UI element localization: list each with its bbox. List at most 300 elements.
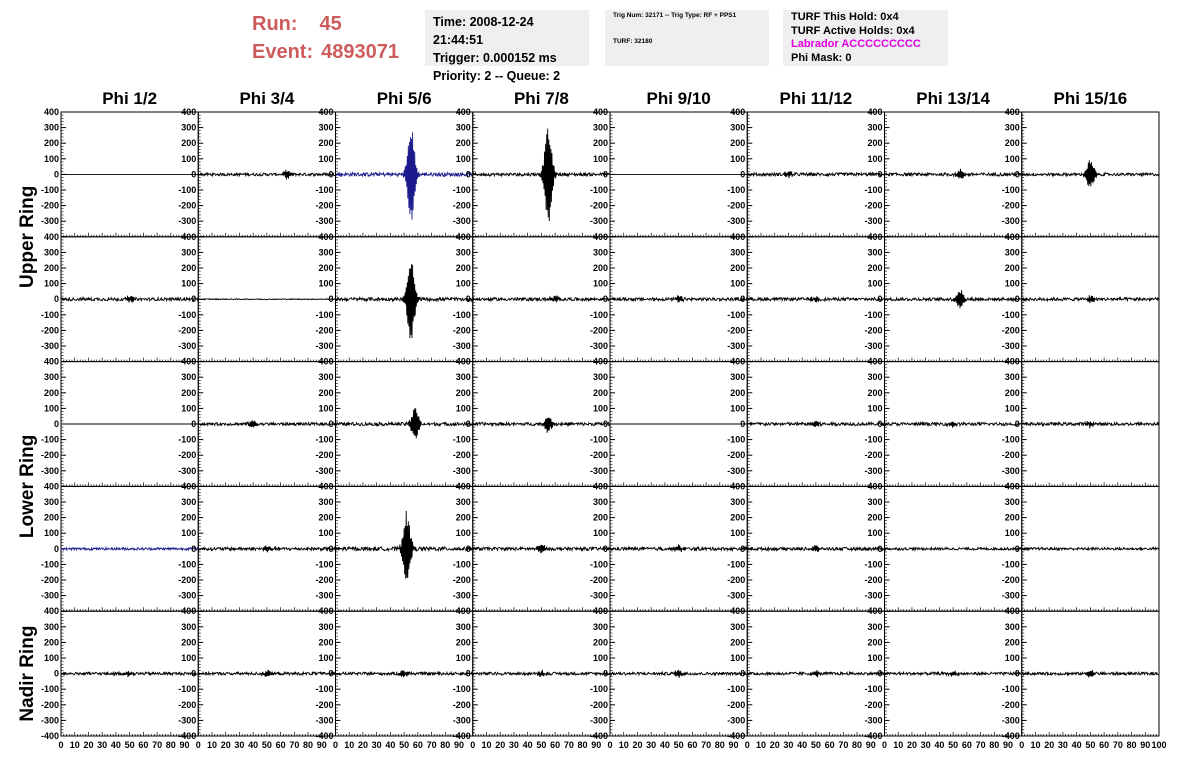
y-tick-label: 400 [455,606,471,617]
y-tick-label: -200 [589,575,608,585]
y-tick-label: 400 [455,231,471,242]
y-tick-label: 100 [181,403,197,414]
y-tick-label: -200 [178,325,197,336]
y-tick-label: 100 [730,278,746,289]
x-tick-label: 20 [1044,740,1055,750]
column-title: Phi 11/12 [779,89,853,108]
y-tick-label: 200 [43,637,59,648]
y-tick-label: 200 [43,387,59,398]
y-tick-label: -100 [864,684,883,695]
x-tick-label: 0 [744,740,750,750]
y-tick-label: 200 [455,387,471,398]
y-tick-label: 0 [191,294,197,305]
y-tick-label: 0 [740,543,746,554]
y-tick-label: 100 [455,528,471,539]
x-tick-label: 20 [769,740,780,750]
y-tick-label: -100 [178,559,197,570]
y-tick-label: -300 [40,465,59,476]
time-text: Time: 2008-12-24 21:44:51 [433,15,534,47]
y-tick-label: 100 [181,653,197,663]
y-tick-label: 0 [53,668,59,679]
y-tick-label: 300 [43,621,59,632]
y-tick-label: -100 [864,559,883,570]
y-tick-label: -200 [40,200,59,211]
waveform-trace [473,670,610,677]
y-tick-label: 100 [455,653,471,663]
y-tick-label: 400 [867,231,883,242]
y-tick-label: 300 [867,247,883,258]
y-tick-label: 400 [730,356,746,367]
y-tick-label: -400 [727,731,746,741]
y-tick-label: 300 [1004,247,1020,258]
y-tick-label: 200 [43,512,59,523]
y-tick-label: 200 [181,512,197,523]
y-tick-label: -200 [589,325,608,336]
y-tick-label: -100 [727,185,746,195]
x-tick-label: 50 [948,740,959,750]
y-tick-label: 200 [181,138,197,149]
x-tick-label: 30 [783,740,794,750]
y-tick-label: -100 [1001,185,1020,195]
x-tick-label: 50 [1085,740,1096,750]
column-title: Phi 7/8 [513,89,569,108]
x-tick-label: 60 [275,740,286,750]
y-tick-label: -100 [589,309,608,320]
y-tick-label: -200 [178,699,197,710]
y-tick-label: 300 [730,372,746,383]
y-tick-label: -200 [589,200,608,211]
y-tick-label: 100 [318,653,334,663]
y-tick-label: 400 [181,606,197,617]
turf-hold-text: TURF This Hold: 0x4 [791,11,899,23]
y-tick-label: 100 [1004,528,1020,539]
y-tick-label: -300 [452,715,471,726]
waveform-trace [1022,421,1159,428]
x-tick-label: 60 [1099,740,1110,750]
x-tick-label: 50 [810,740,821,750]
y-tick-label: 200 [455,512,471,523]
waveform-trace [61,668,198,679]
y-tick-label: 0 [602,169,608,180]
y-tick-label: 0 [465,169,471,180]
y-tick-label: -200 [452,325,471,336]
y-tick-label: 300 [730,247,746,258]
x-tick-label: 90 [591,740,602,750]
x-tick-label: 60 [412,740,423,750]
x-tick-label: 80 [303,740,314,750]
x-tick-label: 80 [852,740,863,750]
y-tick-label: 300 [43,122,59,133]
waveform-trace [336,670,473,677]
priority-text: Priority: 2 -- Queue: 2 [433,69,561,83]
y-tick-label: 0 [1014,543,1020,554]
y-tick-label: -100 [178,309,197,320]
y-tick-label: 400 [730,107,746,117]
y-tick-label: 200 [1004,138,1020,149]
trig-num-text: Trig Num: 32171 -- Trig Type: RF + PPS1 [613,12,737,19]
y-tick-label: -200 [40,699,59,710]
y-tick-label: 300 [318,621,334,632]
y-tick-label: 200 [318,512,334,523]
y-tick-label: -200 [452,450,471,461]
y-tick-label: 200 [43,263,59,273]
y-tick-label: 300 [181,247,197,258]
y-tick-label: 200 [1004,512,1020,523]
y-tick-label: 0 [328,294,334,305]
run-value: 45 [319,13,342,35]
y-tick-label: 300 [318,497,334,507]
x-tick-label: 90 [865,740,876,750]
y-tick-label: 300 [867,372,883,383]
y-tick-label: 100 [867,153,883,164]
y-tick-label: -100 [315,684,334,695]
y-tick-label: 100 [867,278,883,289]
y-tick-label: -200 [727,200,746,211]
x-tick-label: 10 [1030,740,1041,750]
y-tick-label: -100 [40,434,59,445]
y-tick-label: 0 [465,668,471,679]
y-tick-label: 200 [867,512,883,523]
waveform-trace [610,294,747,305]
y-tick-label: 0 [53,543,59,554]
waveform-trace [1022,295,1159,303]
y-tick-label: 100 [592,278,608,289]
y-tick-label: 0 [602,294,608,305]
y-tick-label: 400 [318,107,334,117]
y-tick-label: 0 [328,419,334,429]
y-tick-label: -300 [727,590,746,601]
y-tick-label: 300 [181,122,197,133]
y-tick-label: -100 [452,559,471,570]
x-tick-label: 50 [261,740,272,750]
y-tick-label: 400 [1004,231,1020,242]
y-tick-label: -300 [864,715,883,726]
y-tick-label: 400 [181,107,197,117]
y-tick-label: 100 [455,153,471,164]
waveform-trace [610,670,747,678]
y-tick-label: -200 [452,699,471,710]
x-tick-label: 40 [110,740,121,750]
y-tick-label: 300 [181,497,197,507]
y-tick-label: -200 [1001,575,1020,585]
y-tick-label: 0 [191,668,197,679]
y-tick-label: 0 [465,294,471,305]
column-title: Phi 1/2 [102,89,158,108]
x-tick-label: 40 [385,740,396,750]
y-tick-label: 300 [43,247,59,258]
y-tick-label: 400 [730,606,746,617]
y-tick-label: 400 [43,356,59,367]
column-title: Phi 9/10 [646,89,711,108]
y-tick-label: 100 [867,403,883,414]
y-tick-label: -100 [727,309,746,320]
y-tick-label: -300 [315,465,334,476]
column-title: Phi 13/14 [916,89,990,108]
x-tick-label: 20 [83,740,94,750]
y-tick-label: 200 [592,637,608,648]
y-tick-label: 300 [455,621,471,632]
y-tick-label: -300 [178,341,197,351]
y-tick-label: -100 [864,309,883,320]
y-tick-label: -200 [40,450,59,461]
y-tick-label: 200 [592,512,608,523]
y-tick-label: 200 [181,263,197,273]
y-tick-label: -300 [864,341,883,351]
y-tick-label: -300 [864,216,883,227]
x-tick-label: 80 [165,740,176,750]
y-tick-label: 400 [867,481,883,492]
y-tick-label: 200 [867,637,883,648]
labrador-text: Labrador ACCCCCCCCC [791,38,921,50]
y-tick-label: 400 [1004,107,1020,117]
y-tick-label: 200 [730,387,746,398]
x-tick-label: 90 [316,740,327,750]
x-tick-label: 90 [728,740,739,750]
y-tick-label: 400 [592,481,608,492]
y-tick-label: 300 [1004,122,1020,133]
y-tick-label: 100 [730,653,746,663]
x-tick-label: 10 [755,740,766,750]
y-tick-label: -200 [864,325,883,336]
waveform-trace [198,420,335,427]
x-tick-label: 20 [632,740,643,750]
y-tick-label: -300 [1001,590,1020,601]
x-tick-label: 10 [618,740,629,750]
x-tick-label: 70 [289,740,300,750]
y-tick-label: 300 [318,247,334,258]
y-tick-label: 200 [455,138,471,149]
y-tick-label: 0 [191,419,197,429]
y-tick-label: 0 [877,294,883,305]
y-tick-label: 300 [1004,497,1020,507]
y-tick-label: 0 [1014,169,1020,180]
y-tick-label: -300 [589,715,608,726]
y-tick-label: 400 [867,356,883,367]
y-tick-label: -400 [315,731,334,741]
y-tick-label: 100 [318,278,334,289]
y-tick-label: 0 [740,668,746,679]
waveform-trace [610,544,747,552]
y-tick-label: 200 [318,263,334,273]
y-tick-label: -100 [40,684,59,695]
y-tick-label: -100 [40,559,59,570]
y-tick-label: 200 [1004,387,1020,398]
y-tick-label: -100 [589,434,608,445]
y-tick-label: 300 [1004,372,1020,383]
y-tick-label: 200 [43,138,59,149]
y-tick-label: 200 [1004,263,1020,273]
y-tick-label: 100 [592,653,608,663]
x-tick-label: 80 [714,740,725,750]
y-tick-label: 100 [43,403,59,414]
row-group-label: Upper Ring [17,185,38,288]
y-tick-label: -300 [589,590,608,601]
y-tick-label: 400 [592,606,608,617]
waveform-trace [885,422,1022,428]
y-tick-label: -200 [178,450,197,461]
y-tick-label: 100 [730,528,746,539]
y-tick-label: 300 [181,621,197,632]
y-tick-label: 100 [867,528,883,539]
x-tick-label: 70 [975,740,986,750]
y-tick-label: 400 [181,231,197,242]
y-tick-label: 200 [730,637,746,648]
y-tick-label: 300 [455,372,471,383]
y-tick-label: -100 [315,559,334,570]
waveform-trace [747,294,884,305]
y-tick-label: -200 [864,200,883,211]
y-tick-label: 200 [867,263,883,273]
y-tick-label: -300 [1001,465,1020,476]
y-tick-label: -200 [1001,450,1020,461]
y-tick-label: 400 [592,356,608,367]
trigger-text: Trigger: 0.000152 ms [433,51,557,65]
y-tick-label: 300 [318,122,334,133]
y-tick-label: -300 [727,341,746,351]
x-tick-label: 70 [1112,740,1123,750]
y-tick-label: 300 [455,247,471,258]
y-tick-label: 0 [877,668,883,679]
y-tick-label: -400 [40,731,59,741]
y-tick-label: 200 [730,138,746,149]
y-tick-label: 0 [53,169,59,180]
turf-text: TURF: 32180 [613,38,653,45]
y-tick-label: -200 [315,699,334,710]
y-tick-label: 200 [318,138,334,149]
y-tick-label: 200 [730,512,746,523]
x-tick-label: 0 [58,740,64,750]
y-tick-label: 100 [43,653,59,663]
y-tick-label: -300 [727,216,746,227]
y-tick-label: -300 [315,590,334,601]
y-tick-label: 0 [740,169,746,180]
y-tick-label: -300 [178,590,197,601]
y-tick-label: 300 [867,122,883,133]
y-tick-label: 300 [1004,621,1020,632]
waveform-trace [747,670,884,677]
waveform-trace [885,548,1022,550]
y-tick-label: -100 [178,684,197,695]
y-tick-label: 300 [592,497,608,507]
waveform-trace [473,296,610,303]
y-tick-label: -100 [864,185,883,195]
y-tick-label: 0 [602,543,608,554]
y-tick-label: -100 [452,309,471,320]
y-tick-label: 100 [867,653,883,663]
x-tick-label: 30 [234,740,245,750]
x-tick-label: 60 [550,740,561,750]
x-tick-label: 50 [673,740,684,750]
y-tick-label: 0 [191,169,197,180]
x-tick-label: 90 [1003,740,1014,750]
x-tick-label: 10 [344,740,355,750]
y-tick-label: 100 [43,528,59,539]
y-tick-label: 200 [181,637,197,648]
y-tick-label: -400 [864,731,883,741]
y-tick-label: 400 [318,356,334,367]
y-tick-label: -300 [1001,715,1020,726]
y-tick-label: -200 [727,325,746,336]
y-tick-label: 300 [181,372,197,383]
y-tick-label: 100 [181,528,197,539]
y-tick-label: 400 [1004,356,1020,367]
y-tick-label: 400 [318,481,334,492]
y-tick-label: -300 [864,465,883,476]
x-tick-label: 0 [332,740,339,750]
x-tick-label: 70 [426,740,437,750]
y-tick-label: 400 [592,231,608,242]
y-tick-label: -100 [864,434,883,445]
y-tick-label: 0 [465,419,471,429]
y-tick-label: 0 [1014,419,1020,429]
x-tick-label: 20 [220,740,231,750]
y-tick-label: -300 [40,715,59,726]
y-tick-label: 100 [455,403,471,414]
y-tick-label: 400 [181,481,197,492]
y-tick-label: 100 [43,278,59,289]
x-tick-label: 30 [508,740,519,750]
y-tick-label: 400 [867,107,883,117]
x-tick-label: 40 [659,740,670,750]
y-tick-label: 300 [730,122,746,133]
y-tick-label: -300 [1001,341,1020,351]
y-tick-label: -100 [1001,684,1020,695]
x-tick-label: 40 [522,740,533,750]
y-tick-label: -200 [178,575,197,585]
y-tick-label: -200 [864,575,883,585]
y-tick-label: -100 [1001,309,1020,320]
y-tick-label: -400 [1001,731,1020,741]
y-tick-label: -200 [315,450,334,461]
y-tick-label: 300 [592,372,608,383]
y-tick-label: -200 [589,699,608,710]
x-tick-label: 10 [69,740,80,750]
y-tick-label: 0 [877,419,883,429]
y-tick-label: 100 [592,528,608,539]
x-tick-label: 70 [152,740,163,750]
waveform-trace [198,299,335,300]
y-tick-label: -200 [315,575,334,585]
y-tick-label: 0 [53,419,59,429]
y-tick-label: 100 [592,153,608,164]
y-tick-label: 400 [1004,481,1020,492]
waveform-trace [885,169,1022,179]
x-tick-label: 40 [934,740,945,750]
x-tick-label: 30 [1057,740,1068,750]
event-value: 4893071 [321,41,399,63]
y-tick-label: -100 [452,185,471,195]
y-tick-label: 0 [740,419,746,429]
x-tick-label: 20 [357,740,368,750]
y-tick-label: 100 [181,153,197,164]
y-tick-label: -300 [315,216,334,227]
y-tick-label: 200 [318,387,334,398]
y-tick-label: -200 [864,699,883,710]
y-tick-label: -100 [40,185,59,195]
y-tick-label: -200 [315,325,334,336]
y-tick-label: 200 [181,387,197,398]
y-tick-label: -300 [178,216,197,227]
y-tick-label: -100 [1001,559,1020,570]
y-tick-label: 0 [877,169,883,180]
y-tick-label: -200 [727,575,746,585]
y-tick-label: 300 [867,621,883,632]
y-tick-label: 400 [455,107,471,117]
y-tick-label: 0 [328,543,334,554]
y-tick-label: -300 [315,715,334,726]
y-tick-label: 400 [455,481,471,492]
x-tick-label: 70 [701,740,712,750]
